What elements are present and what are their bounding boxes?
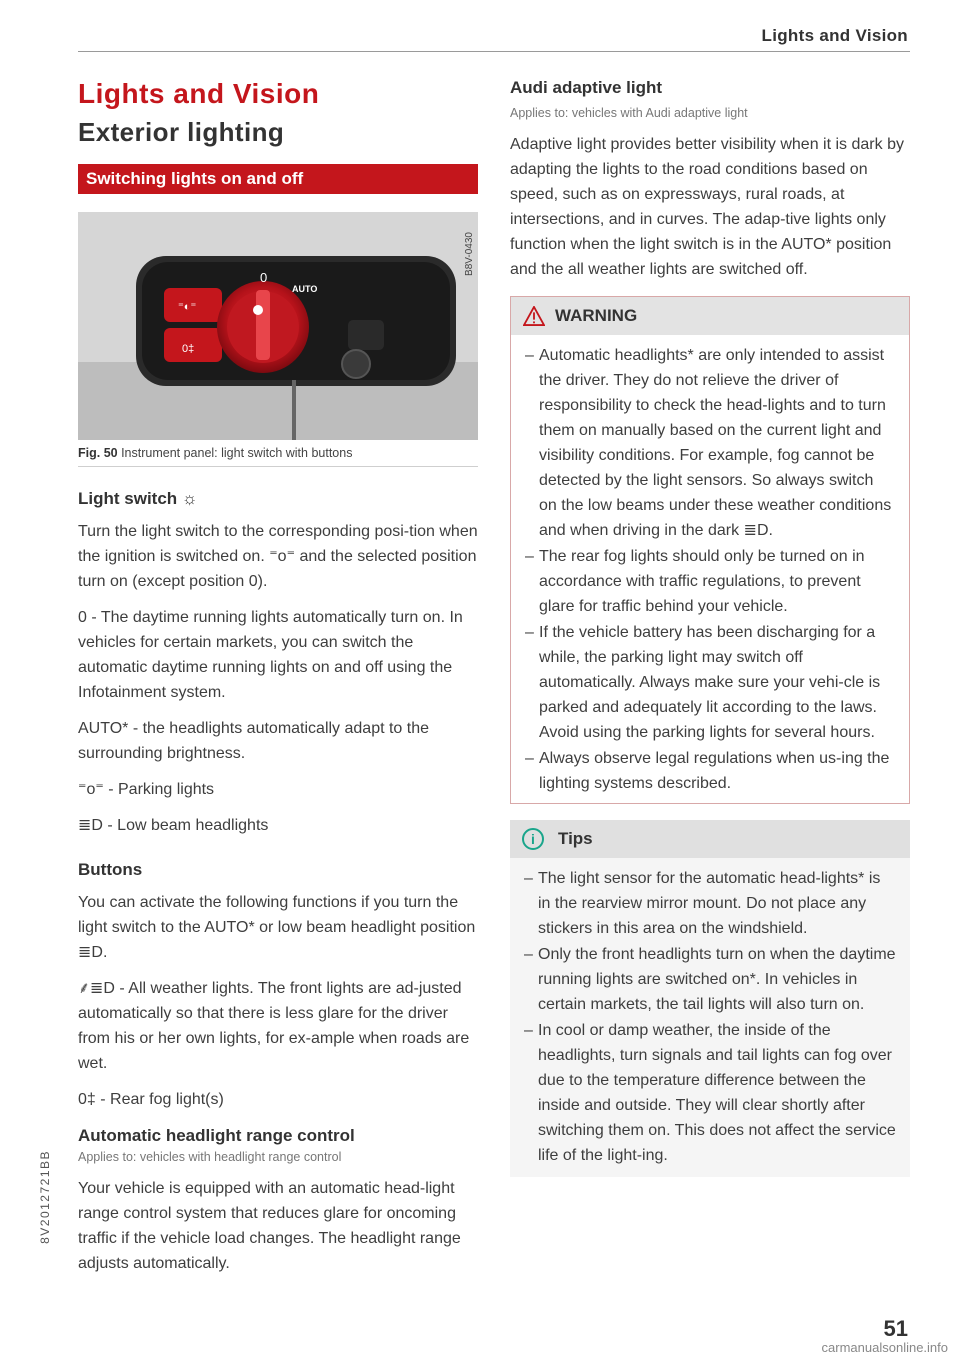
switch-label-zero: 0 [260,270,268,285]
warning-item: – If the vehicle battery has been discharging for a while, the parking light may switch off automatically. Always make sure your vehi-cle is parked and adequately lit according to the laws. Avoid using the parking lights for several hours. [525,620,895,745]
paragraph-9: Your vehicle is equipped with an automatic head-light range control system that reduces glare for oncoming traffic if the vehicle load changes. The headlight range adjusts automatically. [78,1180,461,1272]
switch-label-fog: 0‡ [182,343,195,355]
switch-label-auto: AUTO [292,284,318,294]
header-rule [78,51,910,52]
tips-box [510,820,910,1177]
tips-header [510,820,910,858]
tips-title: Tips [558,829,593,848]
watermark: carmanualsonline.info [821,1340,948,1355]
light-switch-illustration [78,212,478,440]
paragraph-8: 0‡ - Rear fog light(s) [78,1091,224,1108]
info-icon: i [522,828,544,850]
buttons-heading: Buttons [78,860,143,879]
adaptive-paragraph: Adaptive light provides better visibility when it is dark by adapting the lights to the road conditions based on speed, such as on expressways, rural roads, at intersections, and in curves. The adap-tive lights only function when the light switch is in the AUTO* position and the all weather lights are switched off. [510,136,904,278]
adaptive-applies: Applies to: vehicles with Audi adaptive light [510,106,748,120]
paragraph-4: ⁼o⁼ - Parking lights [78,781,215,798]
paragraph-1: Turn the light switch to the corresponding posi-tion when the ignition is switched on. ⁼o⁼ and the selected position turn on (except position 0). [78,523,478,590]
paragraph-6: You can activate the following functions if you turn the light switch to the AUTO* or low beam headlight position ≣D. [78,894,476,961]
warning-box [510,296,910,804]
warning-list [511,335,909,803]
running-header: Lights and Vision [761,26,908,45]
warning-triangle-icon [523,306,545,326]
page-number: 51 [883,1316,908,1341]
document-code: 8V2012721BB [38,1150,52,1244]
paragraph-7: ⸙≣D - All weather lights. The front lights are ad-justed automatically so that there is less glare for the driver from his or her own lights, for ex-ample when roads are wet. [78,980,470,1072]
adaptive-heading: Audi adaptive light [510,78,663,97]
tip-item: – In cool or damp weather, the inside of the headlights, turn signals and tail lights can fog over due to the temperature difference between the inside and outside. They will clear shortly after switching them on. This does not affect the service life of the light-ing. [524,1018,896,1168]
tips-list [510,858,910,1177]
auto-range-heading: Automatic headlight range control [78,1126,355,1145]
auto-range-applies: Applies to: vehicles with headlight range control [78,1150,342,1164]
section-title: Exterior lighting [78,117,285,147]
paragraph-5: ≣D - Low beam headlights [78,817,269,834]
warning-item: – Automatic headlights* are only intended to assist the driver. They do not relieve the driver of responsibility to check the head-lights and to turn them on manually based on the current light and visibility conditions. For example, fog cannot be detected by the light sensors. So always switch on the low beams under these weather conditions and when driving in the dark ≣D. [525,343,895,543]
tip-item: – Only the front headlights turn on when the daytime running lights are switched on*. In vehicles in certain markets, the tail lights will also turn on. [524,942,896,1017]
subsection-band: Switching lights on and off [78,164,478,194]
right-column [510,72,910,1177]
left-column [78,72,478,1287]
caption-label: Fig. 50 [78,446,118,460]
warning-header [511,297,909,335]
paragraph-2: 0 - The daytime running lights automatically turn on. In vehicles for certain markets, you can switch the automatic daytime running lights on and off using the Infotainment system. [78,609,463,701]
warning-title: WARNING [555,306,638,325]
tip-item: – The light sensor for the automatic head-lights* is in the rearview mirror mount. Do not place any stickers in this area on the windshield. [524,866,896,941]
warning-item: – Always observe legal regulations when us-ing the lighting systems described. [525,746,895,796]
figure-code: B8V-0430 [464,232,475,276]
figure-caption [78,446,478,467]
switch-label-parking: ⁼◐⁼ [178,301,197,313]
dimmer-wheel [342,350,370,378]
paragraph-3: AUTO* - the headlights automatically adapt to the surrounding brightness. [78,720,430,762]
light-switch-heading: Light switch ☼ [78,489,198,508]
warning-item: – The rear fog lights should only be turned on in accordance with traffic regulations, to prevent glare for traffic behind your vehicle. [525,544,895,619]
caption-text: Instrument panel: light switch with buttons [121,446,353,460]
chapter-title: Lights and Vision [78,78,320,109]
light-switch-figure [78,212,478,440]
